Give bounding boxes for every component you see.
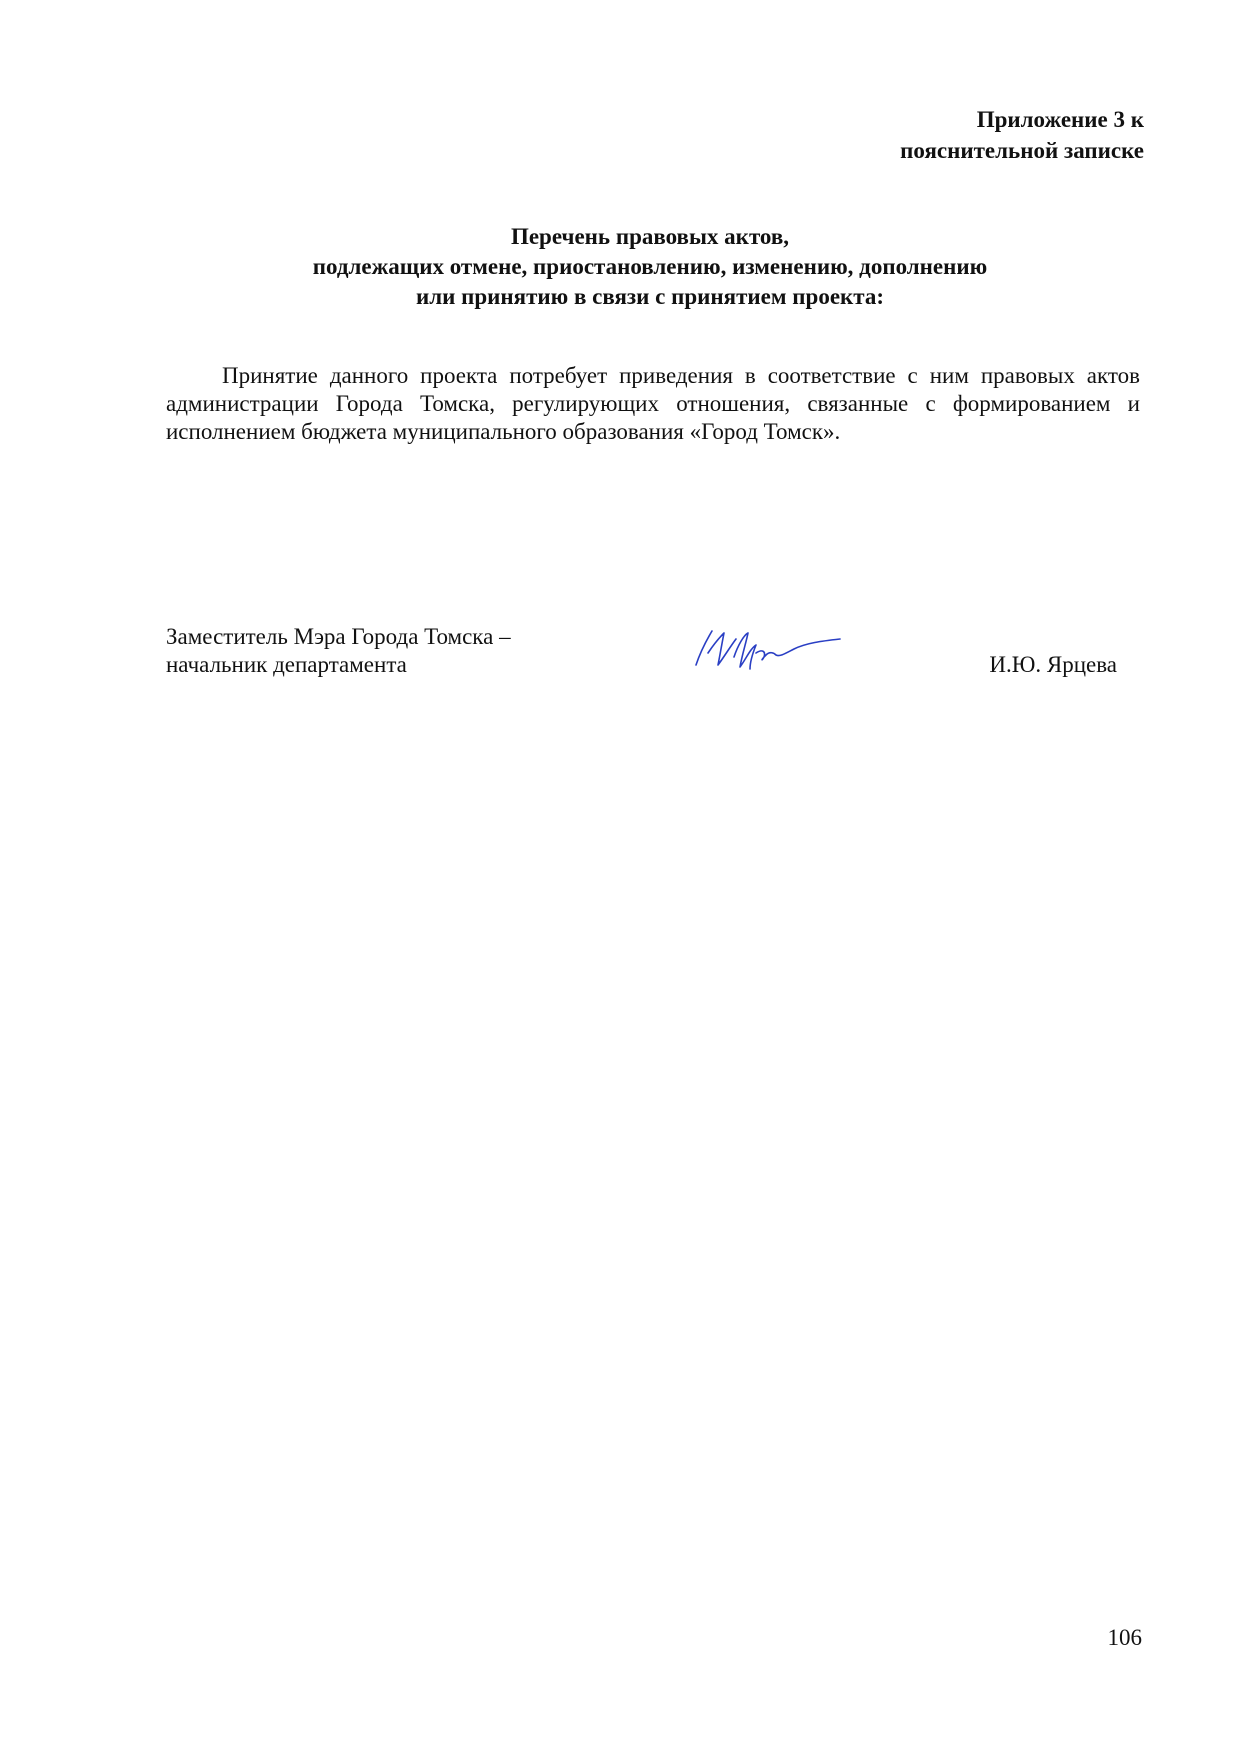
appendix-line-1: Приложение 3 к xyxy=(976,107,1144,132)
page-number: 106 xyxy=(1107,1625,1142,1650)
appendix-line-2: пояснительной записке xyxy=(900,138,1144,163)
signer-name: И.Ю. Ярцева xyxy=(989,652,1117,677)
signer-position-line-1: Заместитель Мэра Города Томска – xyxy=(166,624,511,649)
body-paragraph: Принятие данного проекта потребует приведения в соответствие с ним правовых актов администрации Города Томска, регулирующих отношения, связанные с формированием и исполнением бюджета муниципального образования «Город Томск». xyxy=(166,363,1140,444)
appendix-heading xyxy=(900,104,1144,166)
document-title xyxy=(150,222,1150,312)
handwritten-signature xyxy=(690,625,860,675)
signer-position xyxy=(166,623,511,679)
title-line-2: подлежащих отмене, приостановлению, изменению, дополнению xyxy=(312,254,988,279)
title-line-1: Перечень правовых актов, xyxy=(510,224,790,249)
signer-position-line-2: начальник департамента xyxy=(166,652,407,677)
title-line-3: или принятию в связи с принятием проекта: xyxy=(415,284,885,309)
